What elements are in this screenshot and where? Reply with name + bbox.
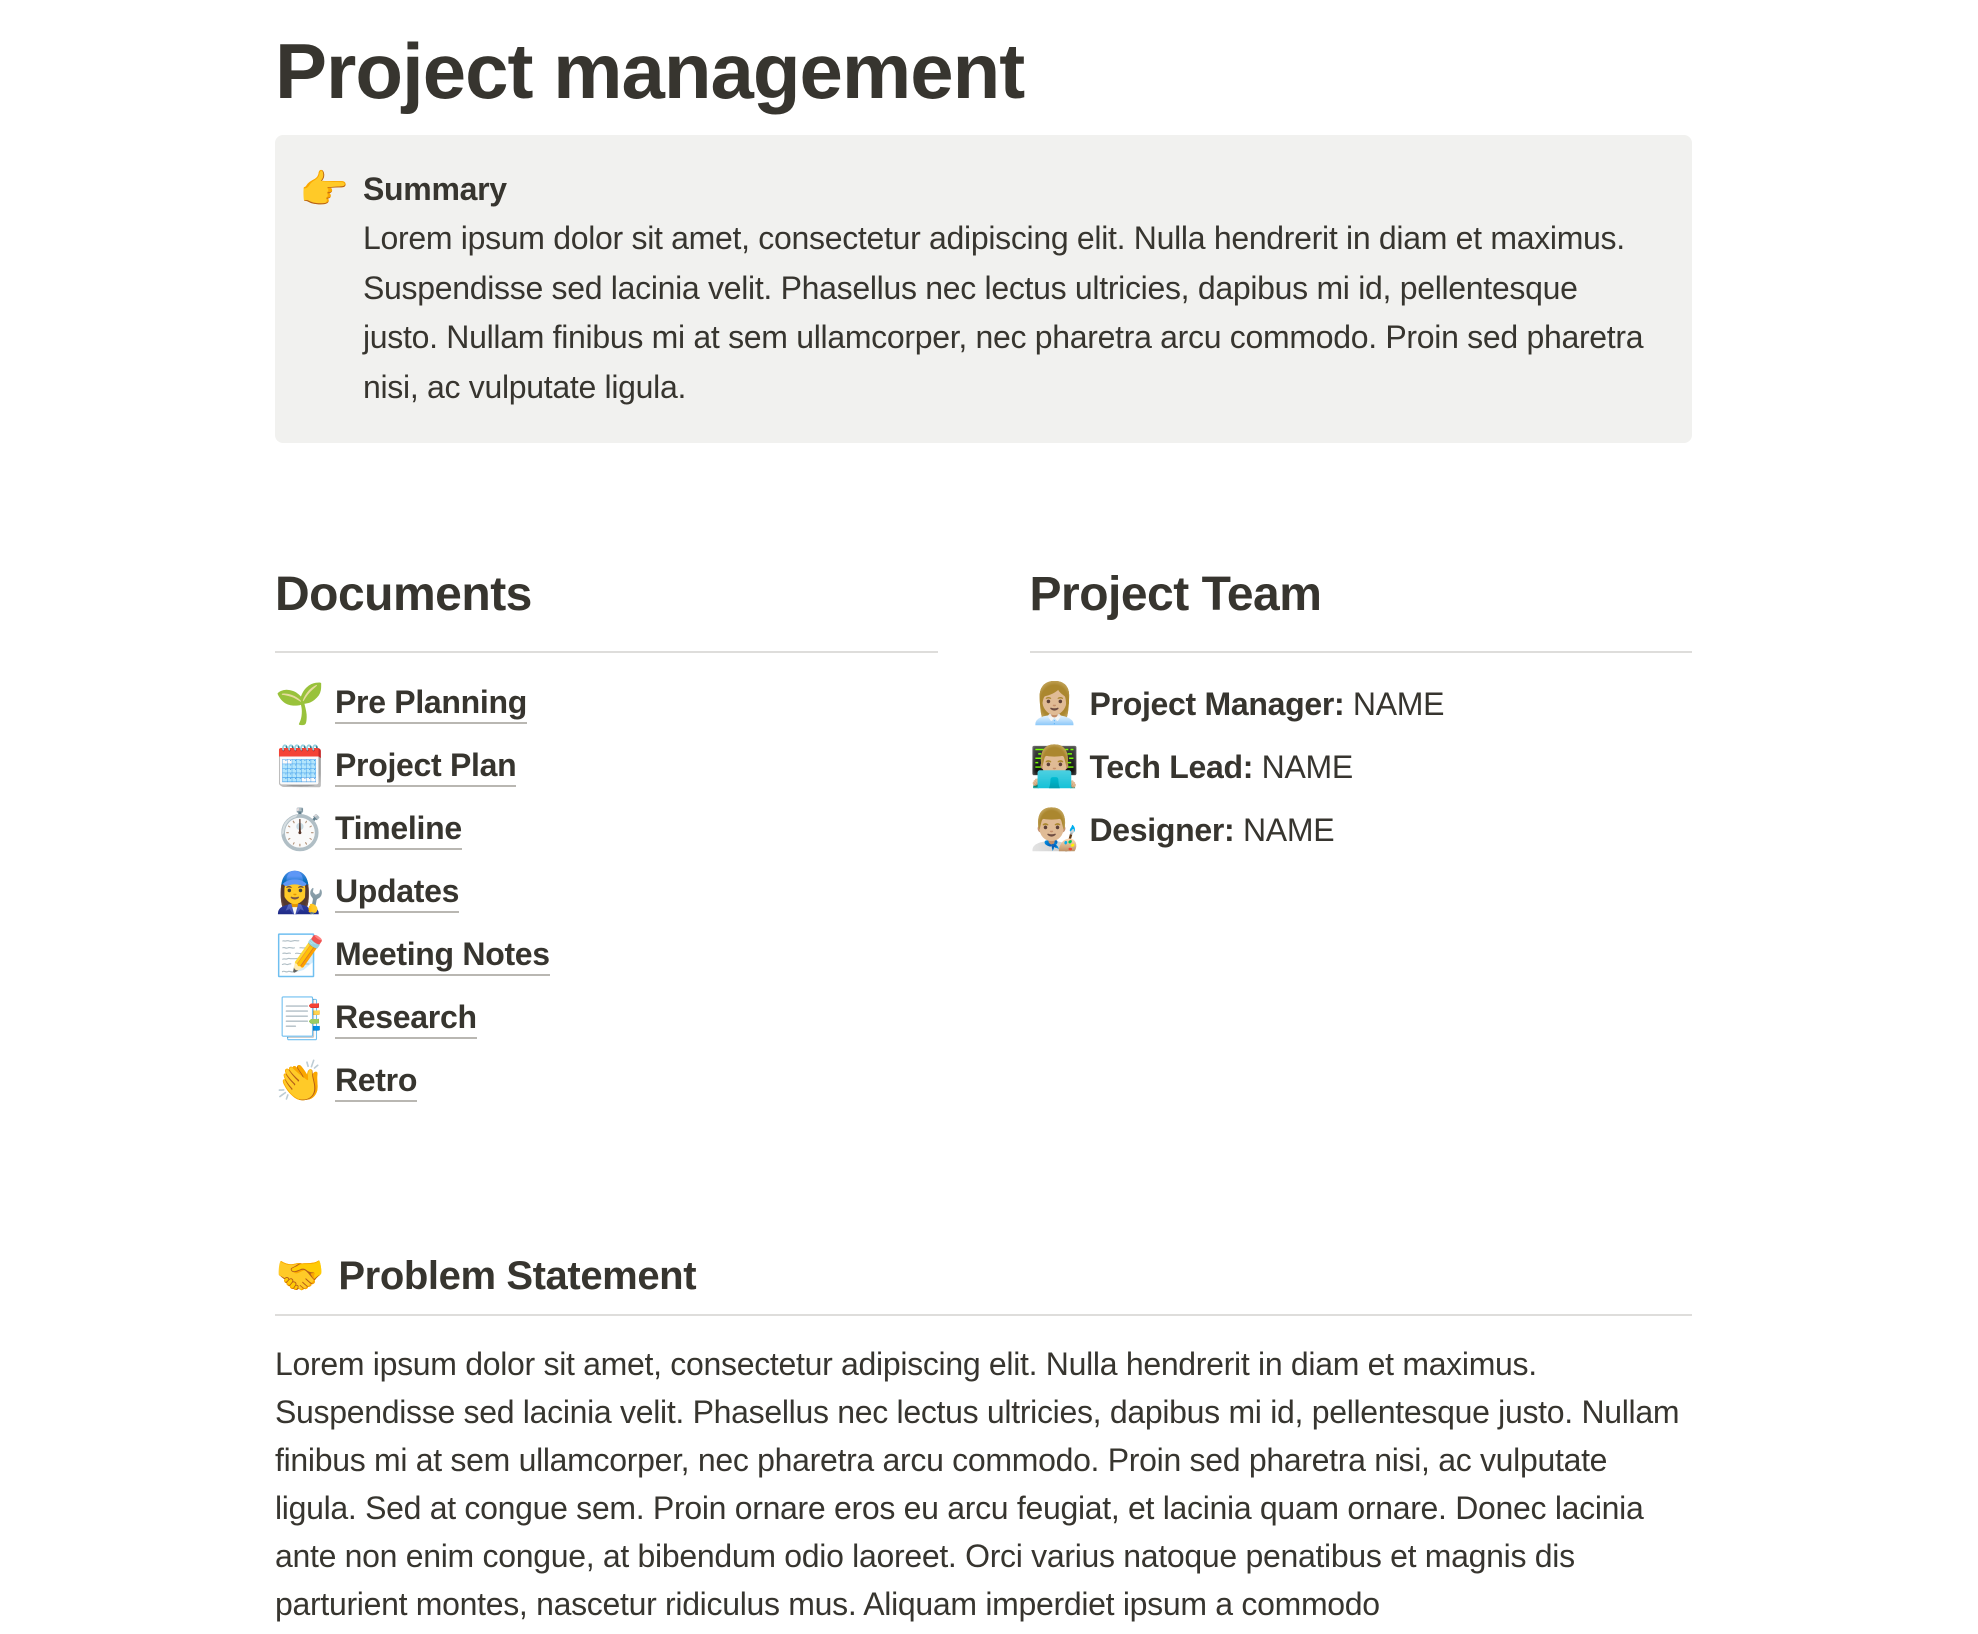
spiral-calendar-icon: 🗓️ (275, 745, 325, 790)
documents-column (275, 565, 938, 1114)
document-link-label: Retro (335, 1062, 417, 1102)
page-title: Project management (275, 27, 1025, 115)
stopwatch-icon: ⏱️ (275, 808, 325, 853)
summary-callout (275, 135, 1692, 443)
woman-mechanic-icon: 👩‍🔧 (275, 871, 325, 916)
notion-page (275, 0, 1692, 1628)
team-member-row (1030, 799, 1693, 862)
bookmark-tabs-icon: 📑 (275, 997, 325, 1042)
document-link[interactable] (275, 862, 938, 925)
problem-statement-section (275, 1250, 1692, 1628)
problem-statement-heading (275, 1250, 1692, 1302)
team-list (1030, 673, 1693, 862)
document-link[interactable] (275, 673, 938, 736)
clapping-hands-icon: 👏 (275, 1060, 325, 1105)
pointing-right-icon: 👉 (299, 167, 349, 212)
document-link[interactable] (275, 925, 938, 988)
team-member-text (1090, 749, 1353, 786)
callout-title: Summary (363, 170, 507, 207)
man-technologist-icon: 👨🏼‍💻 (1029, 745, 1080, 790)
documents-heading: Documents (275, 567, 532, 621)
team-member-role: Designer: (1089, 811, 1235, 848)
two-column-layout (275, 565, 1692, 1114)
callout-text: Lorem ipsum dolor sit amet, consectetur adipiscing elit. Nulla hendrerit in diam et maximus. Suspendisse sed lacinia velit. Phasellus nec lectus ultricies, dapibus mi id, pellentesque justo. Nullam finibus mi at sem ullamcorper, nec pharetra arcu commodo. Proin sed pharetra nisi, ac vulputate ligula. (363, 220, 1644, 405)
document-link[interactable] (275, 736, 938, 799)
divider (1030, 651, 1693, 653)
team-member-role: Project Manager: (1089, 685, 1345, 722)
team-member-name: NAME (1243, 811, 1335, 848)
divider (275, 1314, 1692, 1316)
team-member-row (1030, 736, 1693, 799)
document-link-label: Meeting Notes (335, 936, 550, 976)
team-member-name: NAME (1261, 748, 1353, 785)
document-link[interactable] (275, 988, 938, 1051)
document-link[interactable] (275, 1051, 938, 1114)
team-member-text (1090, 812, 1335, 849)
handshake-icon: 🤝 (275, 1253, 325, 1298)
document-link-label: Project Plan (335, 747, 516, 787)
callout-content (363, 165, 1660, 413)
problem-statement-body: Lorem ipsum dolor sit amet, consectetur adipiscing elit. Nulla hendrerit in diam et maximus. Suspendisse sed lacinia velit. Phasellus nec lectus ultricies, dapibus mi id, pellentesque justo. Nullam finibus mi at sem ullamcorper, nec pharetra arcu commodo. Proin sed pharetra nisi, ac vulputate ligula. Sed at congue sem. Proin ornare eros eu arcu feugiat, et lacinia quam ornare. Donec lacinia ante non enim congue, at bibendum odio laoreet. Orci varius natoque penatibus et magnis dis parturient montes, nascetur ridiculus mus. Aliquam imperdiet ipsum a commodo (275, 1345, 1680, 1622)
team-member-text (1090, 686, 1445, 723)
document-link-label: Pre Planning (335, 684, 527, 724)
document-link-label: Timeline (335, 810, 462, 850)
project-team-column (1030, 565, 1693, 1114)
woman-office-worker-icon: 👩🏼‍💼 (1029, 682, 1080, 727)
team-member-row (1030, 673, 1693, 736)
team-member-role: Tech Lead: (1089, 748, 1254, 785)
document-link[interactable] (275, 799, 938, 862)
man-artist-icon: 👨🏼‍🎨 (1029, 808, 1080, 853)
document-link-label: Updates (335, 873, 459, 913)
document-link-label: Research (335, 999, 477, 1039)
memo-icon: 📝 (275, 934, 325, 979)
problem-statement-heading-text: Problem Statement (338, 1253, 697, 1298)
team-member-name: NAME (1352, 685, 1445, 722)
divider (275, 651, 938, 653)
project-team-heading: Project Team (1029, 567, 1322, 621)
documents-list (275, 673, 938, 1114)
seedling-icon: 🌱 (275, 682, 325, 727)
